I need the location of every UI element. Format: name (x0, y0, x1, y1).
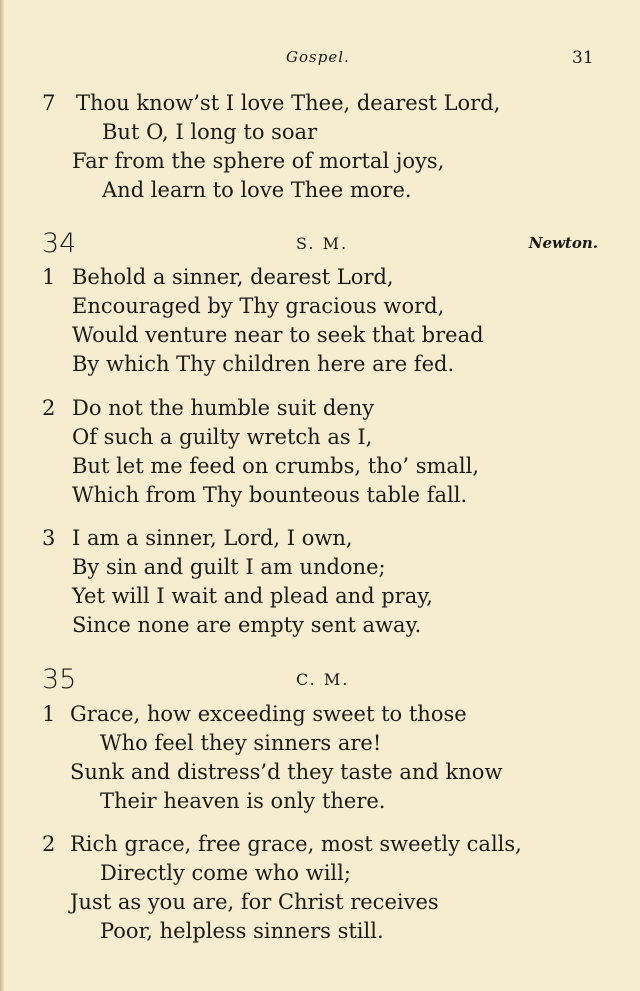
verse-line: Encouraged by Thy gracious word, (72, 294, 445, 318)
verse-line: Which from Thy bounteous table fall. (72, 483, 468, 507)
hymn-number: 35 (42, 664, 77, 695)
running-title: Gospel. (286, 48, 350, 66)
verse-line: Far from the sphere of mortal joys, (72, 149, 445, 173)
verse-line: Directly come who will; (100, 861, 351, 885)
verse-line: Would venture near to seek that bread (72, 323, 484, 347)
hymn-composer: Newton. (528, 234, 598, 252)
verse-line: By sin and guilt I am undone; (72, 555, 386, 579)
verse (0, 524, 640, 640)
verse (0, 263, 640, 379)
hymn-meter: S. M. (296, 234, 349, 253)
verse-line: Their heaven is only there. (100, 789, 386, 813)
verse-number: 7 (42, 91, 56, 115)
verse-line: I am a sinner, Lord, I own, (72, 526, 353, 550)
verse-line: Just as you are, for Christ receives (70, 890, 439, 914)
verse-line: But let me feed on crumbs, tho’ small, (72, 454, 480, 478)
verse-line: And learn to love Thee more. (102, 178, 412, 202)
verse (0, 394, 640, 510)
verse-number: 1 (42, 702, 56, 726)
verse-line: By which Thy children here are fed. (72, 352, 455, 376)
verse-line: Yet will I wait and plead and pray, (72, 584, 433, 608)
verse-line: Grace, how exceeding sweet to those (70, 702, 467, 726)
verse-line: Who feel they sinners are! (100, 731, 382, 755)
hymn-heading (0, 228, 640, 262)
page-header (0, 48, 640, 72)
verse-line: Of such a guilty wretch as I, (72, 425, 373, 449)
page-number: 31 (572, 48, 594, 68)
hymn-number: 34 (42, 228, 77, 259)
continued-verse (0, 89, 640, 205)
verse-line: Since none are empty sent away. (72, 613, 422, 637)
verse (0, 830, 640, 946)
verse-line: Rich grace, free grace, most sweetly calls, (70, 832, 522, 856)
verse-line: Behold a sinner, dearest Lord, (72, 265, 394, 289)
hymn-heading (0, 664, 640, 698)
verse-number: 1 (42, 265, 56, 289)
verse-line: Do not the humble suit deny (72, 396, 375, 420)
verse-line: Sunk and distress’d they taste and know (70, 760, 503, 784)
verse-line: Poor, helpless sinners still. (100, 919, 384, 943)
verse-number: 2 (42, 396, 56, 420)
verse-number: 2 (42, 832, 56, 856)
verse-line: But O, I long to soar (102, 120, 318, 144)
verse-line: Thou know’st I love Thee, dearest Lord, (76, 91, 501, 115)
verse (0, 700, 640, 816)
hymn-meter: C. M. (296, 670, 350, 689)
verse-number: 3 (42, 526, 56, 550)
